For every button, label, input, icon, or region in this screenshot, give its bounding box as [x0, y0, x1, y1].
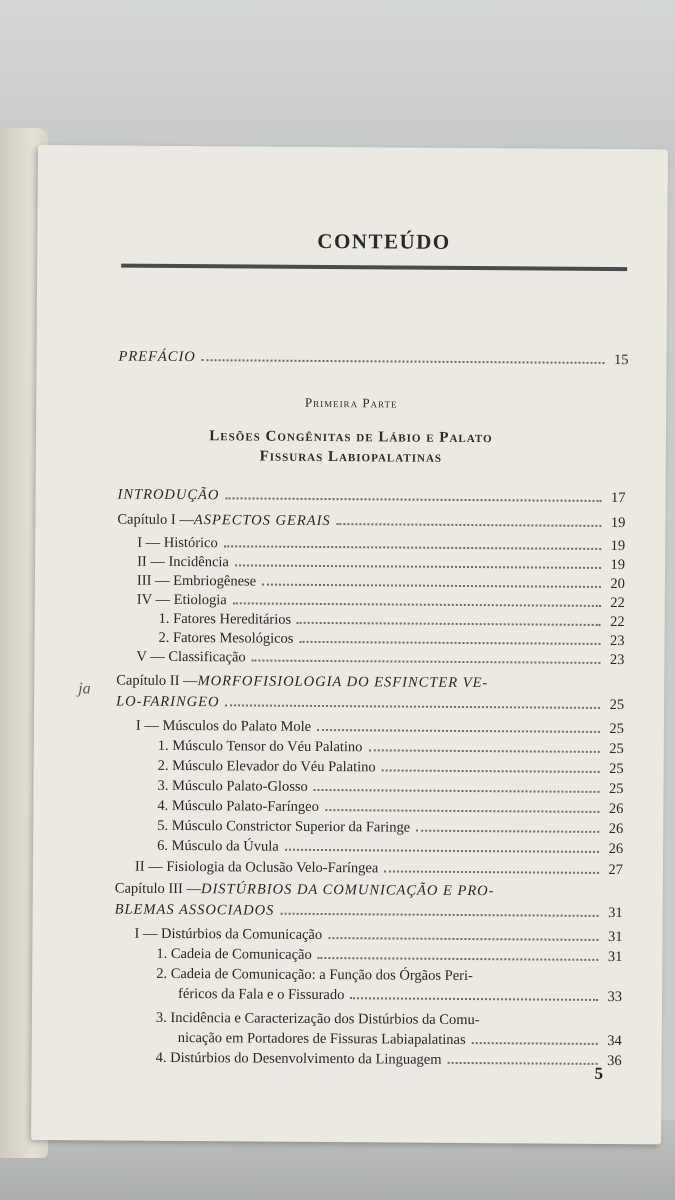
entry-label: 6. Músculo da Úvula — [157, 837, 279, 855]
chapter-prefix: Capítulo I — — [117, 511, 194, 529]
entry-page: 19 — [610, 538, 626, 555]
chapter-title: DISTÚRBIOS DA COMUNICAÇÃO E PRO- — [200, 881, 495, 900]
entry-label: 1. Músculo Tensor do Véu Palatino — [157, 737, 363, 756]
entry-label: 3. Músculo Palato-Glosso — [157, 777, 308, 795]
entry-page: 25 — [609, 741, 624, 758]
entry-page: 22 — [610, 595, 625, 612]
toc-entry-cont — [178, 981, 622, 1006]
entry-page: 26 — [608, 821, 624, 838]
entry-label-cont: féricos da Fala e o Fissurado — [178, 985, 345, 1004]
dot-leader — [328, 936, 598, 941]
dot-leader — [337, 522, 602, 527]
entry-label: 1. Fatores Hereditários — [158, 610, 292, 628]
part-heading: Primeira Parte — [304, 394, 398, 411]
entry-page: 23 — [609, 633, 625, 650]
entry-page: 25 — [609, 761, 624, 778]
entry-label: 2. Cadeia de Comunicação: a Função dos Órgãos Peri- — [156, 965, 473, 985]
entry-label: 3. Incidência e Caracterização dos Distúrbios da Comu- — [155, 1009, 480, 1029]
entry-label: PREFÁCIO — [118, 348, 196, 366]
chapter-prefix: Capítulo II — — [116, 672, 198, 690]
dot-leader — [252, 659, 601, 664]
chapter-title-cont: BLEMAS ASSOCIADOS — [114, 901, 275, 919]
entry-label: INTRODUÇÃO — [117, 486, 220, 504]
dot-leader — [350, 996, 598, 1001]
chapter-title: MORFOFISIOLOGIA DO ESFINCTER VE- — [197, 673, 489, 692]
dot-leader — [225, 496, 601, 502]
page-title: CONTEÚDO — [317, 228, 451, 254]
dot-leader — [280, 912, 598, 917]
dot-leader — [368, 748, 599, 753]
dot-leader — [472, 1041, 598, 1045]
toc-entry-introducao — [117, 482, 625, 508]
dot-leader — [416, 829, 599, 833]
toc-entry — [156, 1045, 622, 1070]
toc-entry — [136, 644, 624, 669]
dot-leader — [314, 788, 600, 793]
entry-page: 25 — [609, 697, 625, 714]
toc-entry-prefacio — [118, 344, 628, 370]
entry-label: I — Histórico — [137, 534, 218, 552]
entry-page: 23 — [609, 652, 625, 669]
entry-page: 27 — [608, 862, 624, 879]
dot-leader — [384, 869, 599, 873]
chapter-title-cont: LO-FARINGEO — [116, 693, 220, 711]
entry-label: II — Fisiologia da Oclusão Velo-Faríngea — [134, 858, 379, 877]
dot-leader — [382, 768, 600, 773]
entry-label: V — Classificação — [136, 648, 246, 666]
toc-entry-capitulo-1 — [117, 507, 625, 533]
entry-label: IV — Etiologia — [136, 591, 227, 609]
entry-page: 31 — [608, 904, 623, 922]
entry-page: 20 — [610, 576, 626, 593]
entry-page: 22 — [610, 614, 625, 631]
entry-label: 4. Músculo Palato-Faríngeo — [157, 797, 319, 815]
entry-page: 25 — [608, 781, 624, 798]
title-rule — [121, 264, 627, 272]
entry-label: II — Incidência — [137, 553, 229, 571]
chapter-prefix: Capítulo III — — [114, 880, 202, 898]
entry-page: 19 — [610, 515, 626, 532]
section-heading-line1: Lesões Congênitas de Lábio e Palato — [209, 428, 493, 447]
book-page — [31, 145, 668, 1144]
entry-label: I — Músculos do Palato Mole — [135, 717, 312, 735]
entry-page: 34 — [607, 1032, 622, 1050]
entry-label: III — Embriogênese — [136, 572, 257, 590]
entry-label: 1. Cadeia de Comunicação — [156, 945, 312, 963]
handwritten-margin-mark: ja — [78, 680, 91, 698]
entry-label: 2. Fatores Mesológicos — [158, 629, 294, 647]
dot-leader — [448, 1061, 598, 1065]
dot-leader — [225, 703, 600, 709]
entry-page: 36 — [607, 1052, 622, 1070]
entry-page: 17 — [610, 490, 626, 507]
entry-page: 25 — [609, 721, 624, 738]
entry-page: 31 — [607, 948, 623, 966]
toc-entry-capitulo-2-cont — [116, 689, 624, 715]
dot-leader — [325, 808, 600, 813]
dot-leader — [318, 956, 599, 961]
entry-label: I — Distúrbios da Comunicação — [134, 925, 323, 944]
entry-label: 5. Músculo Constrictor Superior da Faringe — [157, 817, 411, 836]
entry-page: 31 — [607, 928, 623, 946]
toc-entry-capitulo-3-cont — [115, 897, 623, 923]
page-number: 5 — [594, 1063, 604, 1083]
dot-leader — [285, 848, 599, 853]
entry-label: 2. Músculo Elevador do Véu Palatino — [157, 757, 376, 776]
entry-page: 26 — [608, 841, 624, 858]
entry-page: 26 — [608, 801, 624, 818]
entry-page: 15 — [613, 352, 629, 369]
entry-label-cont: nicação em Portadores de Fissuras Labiapalatinas — [177, 1029, 466, 1049]
entry-page: 19 — [610, 557, 626, 574]
entry-page: 33 — [607, 988, 623, 1006]
dot-leader — [317, 728, 600, 733]
dot-leader — [202, 358, 605, 364]
chapter-title: ASPECTOS GERAIS — [193, 512, 331, 530]
entry-label: 4. Distúrbios do Desenvolvimento da Linguagem — [155, 1049, 442, 1068]
section-heading-line2: Fissuras Labiopalatinas — [259, 448, 443, 466]
